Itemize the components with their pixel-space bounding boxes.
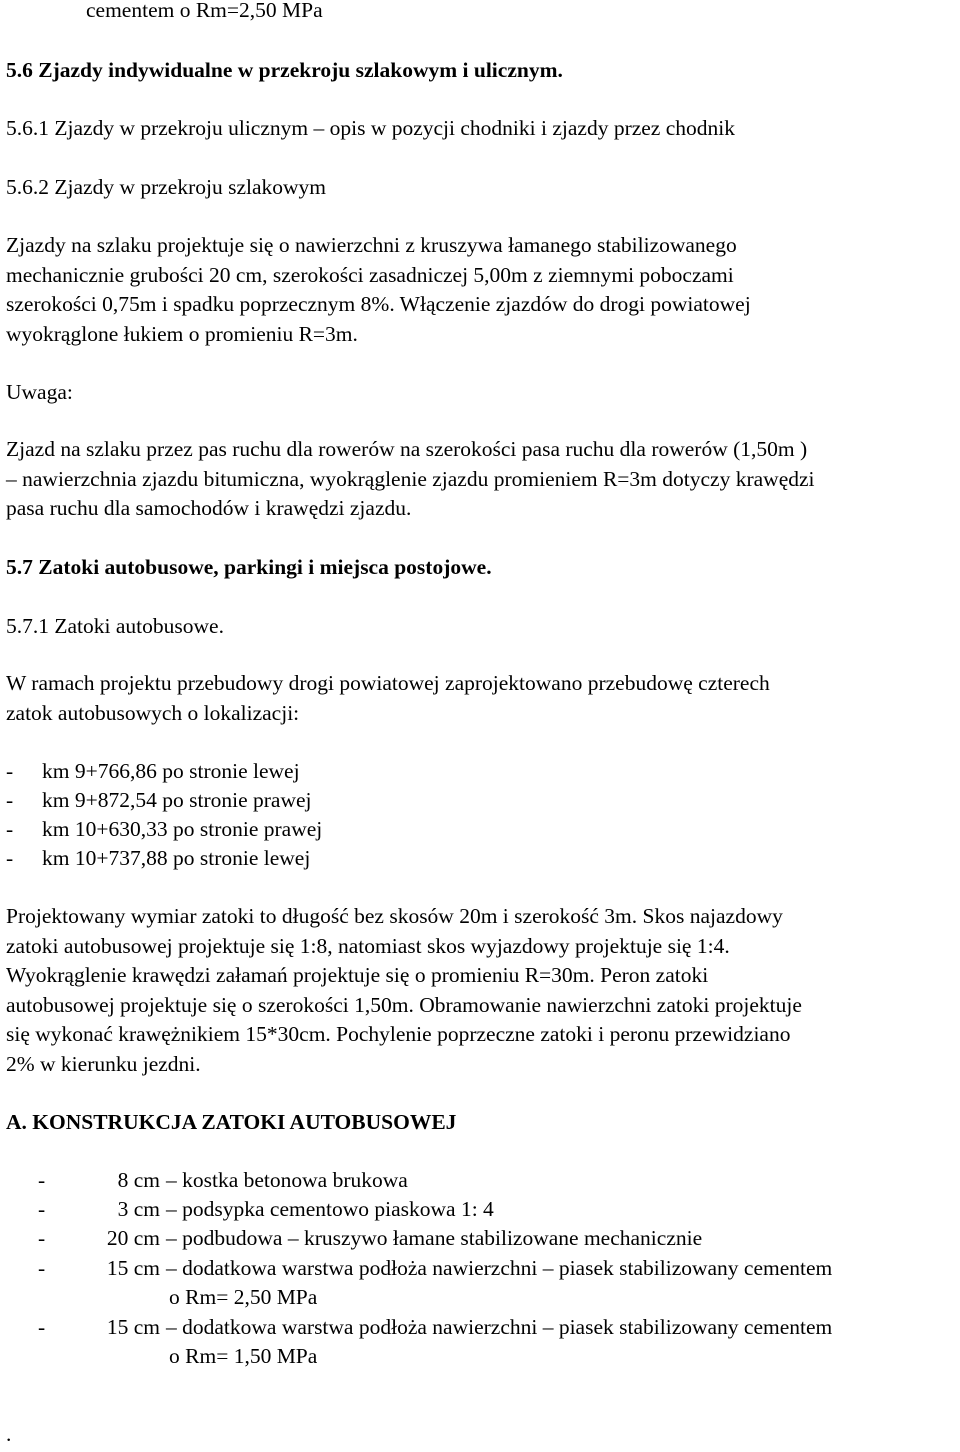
location-list-item [6, 815, 322, 845]
list-dash: - [38, 1168, 46, 1192]
paragraph-ramach [6, 669, 960, 728]
list-dash: - [6, 788, 14, 812]
section-heading-5-7-1: 5.7.1 Zatoki autobusowe. [6, 614, 224, 638]
location-list-item [6, 786, 312, 816]
list-dash: - [38, 1197, 46, 1221]
paragraph-line: zatoki autobusowej projektuje się 1:8, natomiast skos wyjazdowy projektuje się 1:4. [6, 933, 730, 958]
paragraph-line: Zjazdy na szlaku projektuje się o nawierzchni z kruszywa łamanego stabilizowanego [6, 233, 737, 257]
construction-layer-item [38, 1224, 958, 1254]
location-text: km 10+630,33 po stronie prawej [42, 817, 323, 841]
layer-thickness: 15 cm [106, 1256, 160, 1280]
list-dash: - [6, 817, 14, 841]
construction-layer-item [38, 1166, 958, 1196]
list-dash: - [38, 1226, 46, 1250]
location-text: km 9+766,86 po stronie lewej [42, 759, 300, 783]
layer-description: – podsypka cementowo piaskowa 1: 4 [166, 1197, 494, 1221]
list-dash: - [6, 759, 14, 783]
cement-strength-line: cementem o Rm=2,50 MPa [86, 0, 323, 22]
paragraph-line: mechanicznie grubości 20 cm, szerokości zasadniczej 5,00m z ziemnymi poboczami [6, 262, 734, 287]
location-text: km 10+737,88 po stronie lewej [42, 846, 311, 870]
layer-description: – podbudowa – kruszywo łamane stabilizowane mechanicznie [166, 1226, 703, 1250]
paragraph-line: się wykonać krawężnikiem 15*30cm. Pochylenie poprzeczne zatoki i peronu przewidziano [6, 1022, 791, 1046]
section-heading-konstrukcja: A. KONSTRUKCJA ZATOKI AUTOBUSOWEJ [6, 1110, 457, 1134]
paragraph-line: pasa ruchu dla samochodów i krawędzi zjazdu. [6, 496, 412, 520]
layer-thickness: 15 cm [106, 1315, 160, 1339]
paragraph-zjazdy [6, 231, 960, 349]
section-heading-5-6-1: 5.6.1 Zjazdy w przekroju ulicznym – opis w pozycji chodniki i zjazdy przez chodnik [6, 116, 735, 140]
layer-thickness: 20 cm [106, 1226, 160, 1250]
list-dash: - [38, 1256, 46, 1280]
uwaga-label: Uwaga: [6, 380, 73, 404]
construction-layer-item [38, 1254, 958, 1284]
construction-layer-item [38, 1195, 958, 1225]
trailing-dot: . [6, 1422, 12, 1446]
paragraph-line: szerokości 0,75m i spadku poprzecznym 8%. Włączenie zjazdów do drogi powiatowej [6, 292, 751, 316]
location-text: km 9+872,54 po stronie prawej [42, 788, 312, 812]
paragraph-wymiar [6, 902, 960, 1079]
section-heading-5-7: 5.7 Zatoki autobusowe, parkingi i miejsca postojowe. [6, 555, 492, 579]
paragraph-line: 2% w kierunku jezdni. [6, 1051, 201, 1076]
layer-description: – dodatkowa warstwa podłoża nawierzchni – piasek stabilizowany cementem [166, 1315, 833, 1339]
location-list-item [6, 757, 300, 787]
paragraph-line: – nawierzchnia zjazdu bitumiczna, wyokrąglenie zjazdu promieniem R=3m dotyczy krawędzi [6, 466, 815, 491]
paragraph-line: Wyokrąglenie krawędzi załamań projektuje się o promieniu R=30m. Peron zatoki [6, 963, 709, 987]
layer-description: – dodatkowa warstwa podłoża nawierzchni – piasek stabilizowany cementem [166, 1256, 833, 1280]
layer-description-continuation: o Rm= 2,50 MPa [169, 1285, 318, 1309]
layer-description-continuation: o Rm= 1,50 MPa [169, 1344, 318, 1368]
section-heading-5-6: 5.6 Zjazdy indywidualne w przekroju szlakowym i ulicznym. [6, 58, 563, 82]
paragraph-line: autobusowej projektuje się o szerokości 1,50m. Obramowanie nawierzchni zatoki projektuje [6, 992, 802, 1017]
paragraph-line: Zjazd na szlaku przez pas ruchu dla rowerów na szerokości pasa ruchu dla rowerów (1,50m ) [6, 437, 808, 461]
construction-layer-item [38, 1313, 958, 1343]
location-list-item [6, 844, 310, 874]
paragraph-uwaga [6, 435, 960, 524]
paragraph-line: Projektowany wymiar zatoki to długość bez skosów 20m i szerokość 3m. Skos najazdowy [6, 904, 783, 928]
layer-thickness: 8 cm [117, 1168, 160, 1192]
paragraph-line: W ramach projektu przebudowy drogi powiatowej zaprojektowano przebudowę czterech [6, 671, 770, 695]
layer-thickness: 3 cm [117, 1197, 160, 1221]
list-dash: - [6, 846, 14, 870]
layer-description: – kostka betonowa brukowa [166, 1168, 408, 1192]
section-heading-5-6-2: 5.6.2 Zjazdy w przekroju szlakowym [6, 175, 327, 199]
list-dash: - [38, 1315, 46, 1339]
paragraph-line: zatok autobusowych o lokalizacji: [6, 700, 300, 725]
paragraph-line: wyokrąglone łukiem o promieniu R=3m. [6, 321, 358, 346]
